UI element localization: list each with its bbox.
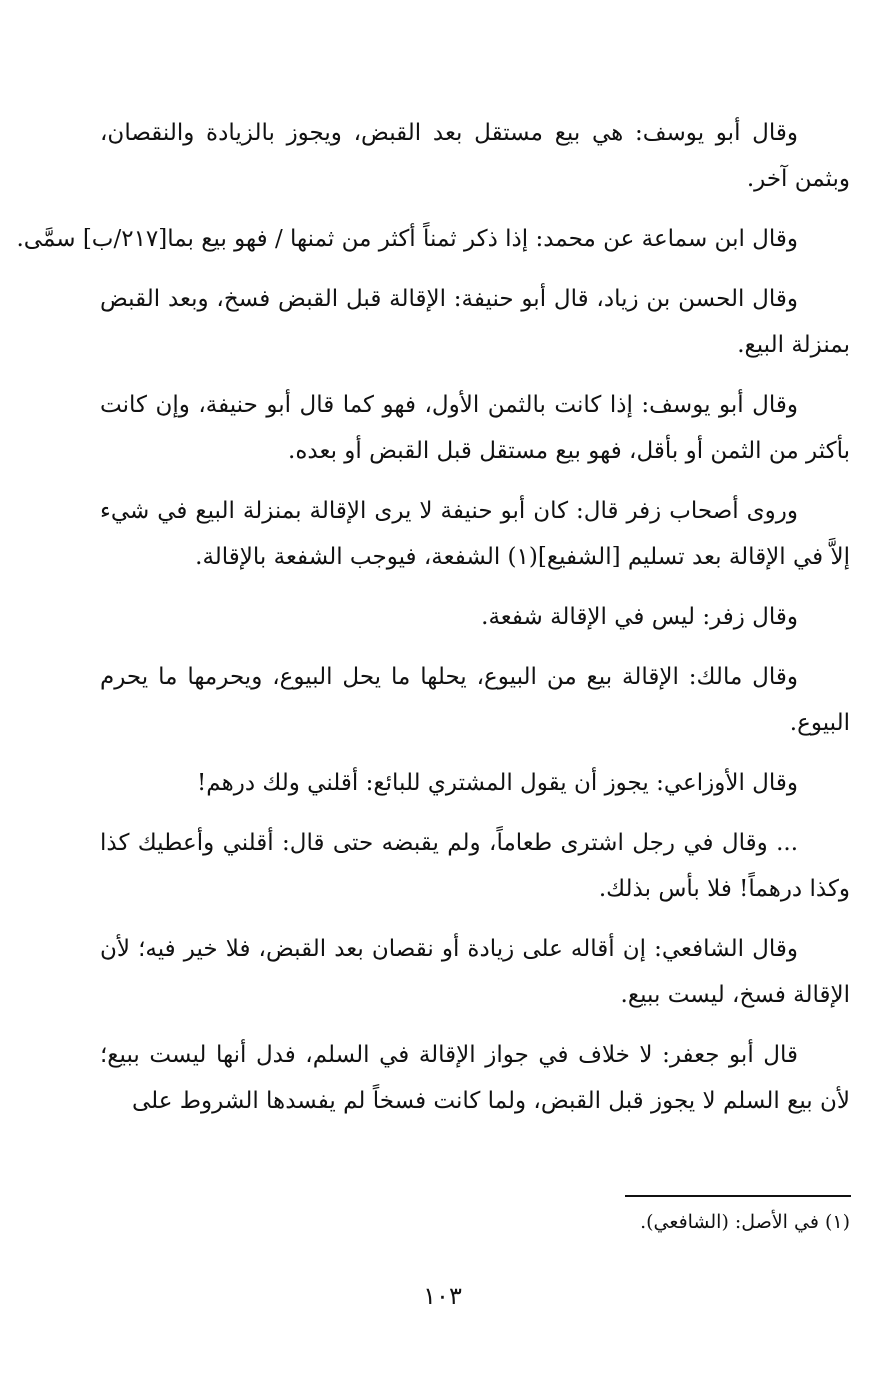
footnote: (١) في الأصل: (الشافعي). (640, 1211, 850, 1233)
paragraph-2: وقال ابن سماعة عن محمد: إذا ذكر ثمناً أكثر من ثمنها / فهو بيع بما[٢١٧/ب] سمَّى. (16, 226, 798, 252)
paragraph-10: وقال الشافعي: إن أقاله على زيادة أو نقصان بعد القبض، فلا خير فيه؛ لأن الإقالة فسخ، ليست ببيع. (100, 936, 850, 1008)
paragraph-5: وروى أصحاب زفر قال: كان أبو حنيفة لا يرى الإقالة بمنزلة البيع في شيء إلاَّ في الإقالة بعد تسليم [الشفيع](١) الشفعة، فيوجب الشفعة بالإقالة. (100, 498, 850, 570)
page-number: ١٠٣ (423, 1282, 462, 1310)
paragraph-7: وقال مالك: الإقالة بيع من البيوع، يحلها ما يحل البيوع، ويحرمها ما يحرم البيوع. (100, 664, 850, 736)
paragraph-8: وقال الأوزاعي: يجوز أن يقول المشتري للبائع: أقلني ولك درهم! (197, 770, 798, 796)
paragraph-3: وقال الحسن بن زياد، قال أبو حنيفة: الإقالة قبل القبض فسخ، وبعد القبض بمنزلة البيع. (100, 286, 850, 358)
paragraph-9: ... وقال في رجل اشترى طعاماً، ولم يقبضه حتى قال: أقلني وأعطيك كذا وكذا درهماً! فلا بأس بذلك. (100, 830, 850, 902)
main-text (16, 110, 850, 1138)
footnote-divider (625, 1195, 851, 1197)
paragraph-1: وقال أبو يوسف: هي بيع مستقل بعد القبض، ويجوز بالزيادة والنقصان، وبثمن آخر. (100, 120, 850, 192)
paragraph-11: قال أبو جعفر: لا خلاف في جواز الإقالة في السلم، فدل أنها ليست ببيع؛ لأن بيع السلم لا يجوز قبل القبض، ولما كانت فسخاً لم يفسدها الشروط على (100, 1042, 850, 1114)
paragraph-4: وقال أبو يوسف: إذا كانت بالثمن الأول، فهو كما قال أبو حنيفة، وإن كانت بأكثر من الثمن أو بأقل، فهو بيع مستقل قبل القبض أو بعده. (100, 392, 850, 464)
paragraph-6: وقال زفر: ليس في الإقالة شفعة. (481, 604, 798, 630)
